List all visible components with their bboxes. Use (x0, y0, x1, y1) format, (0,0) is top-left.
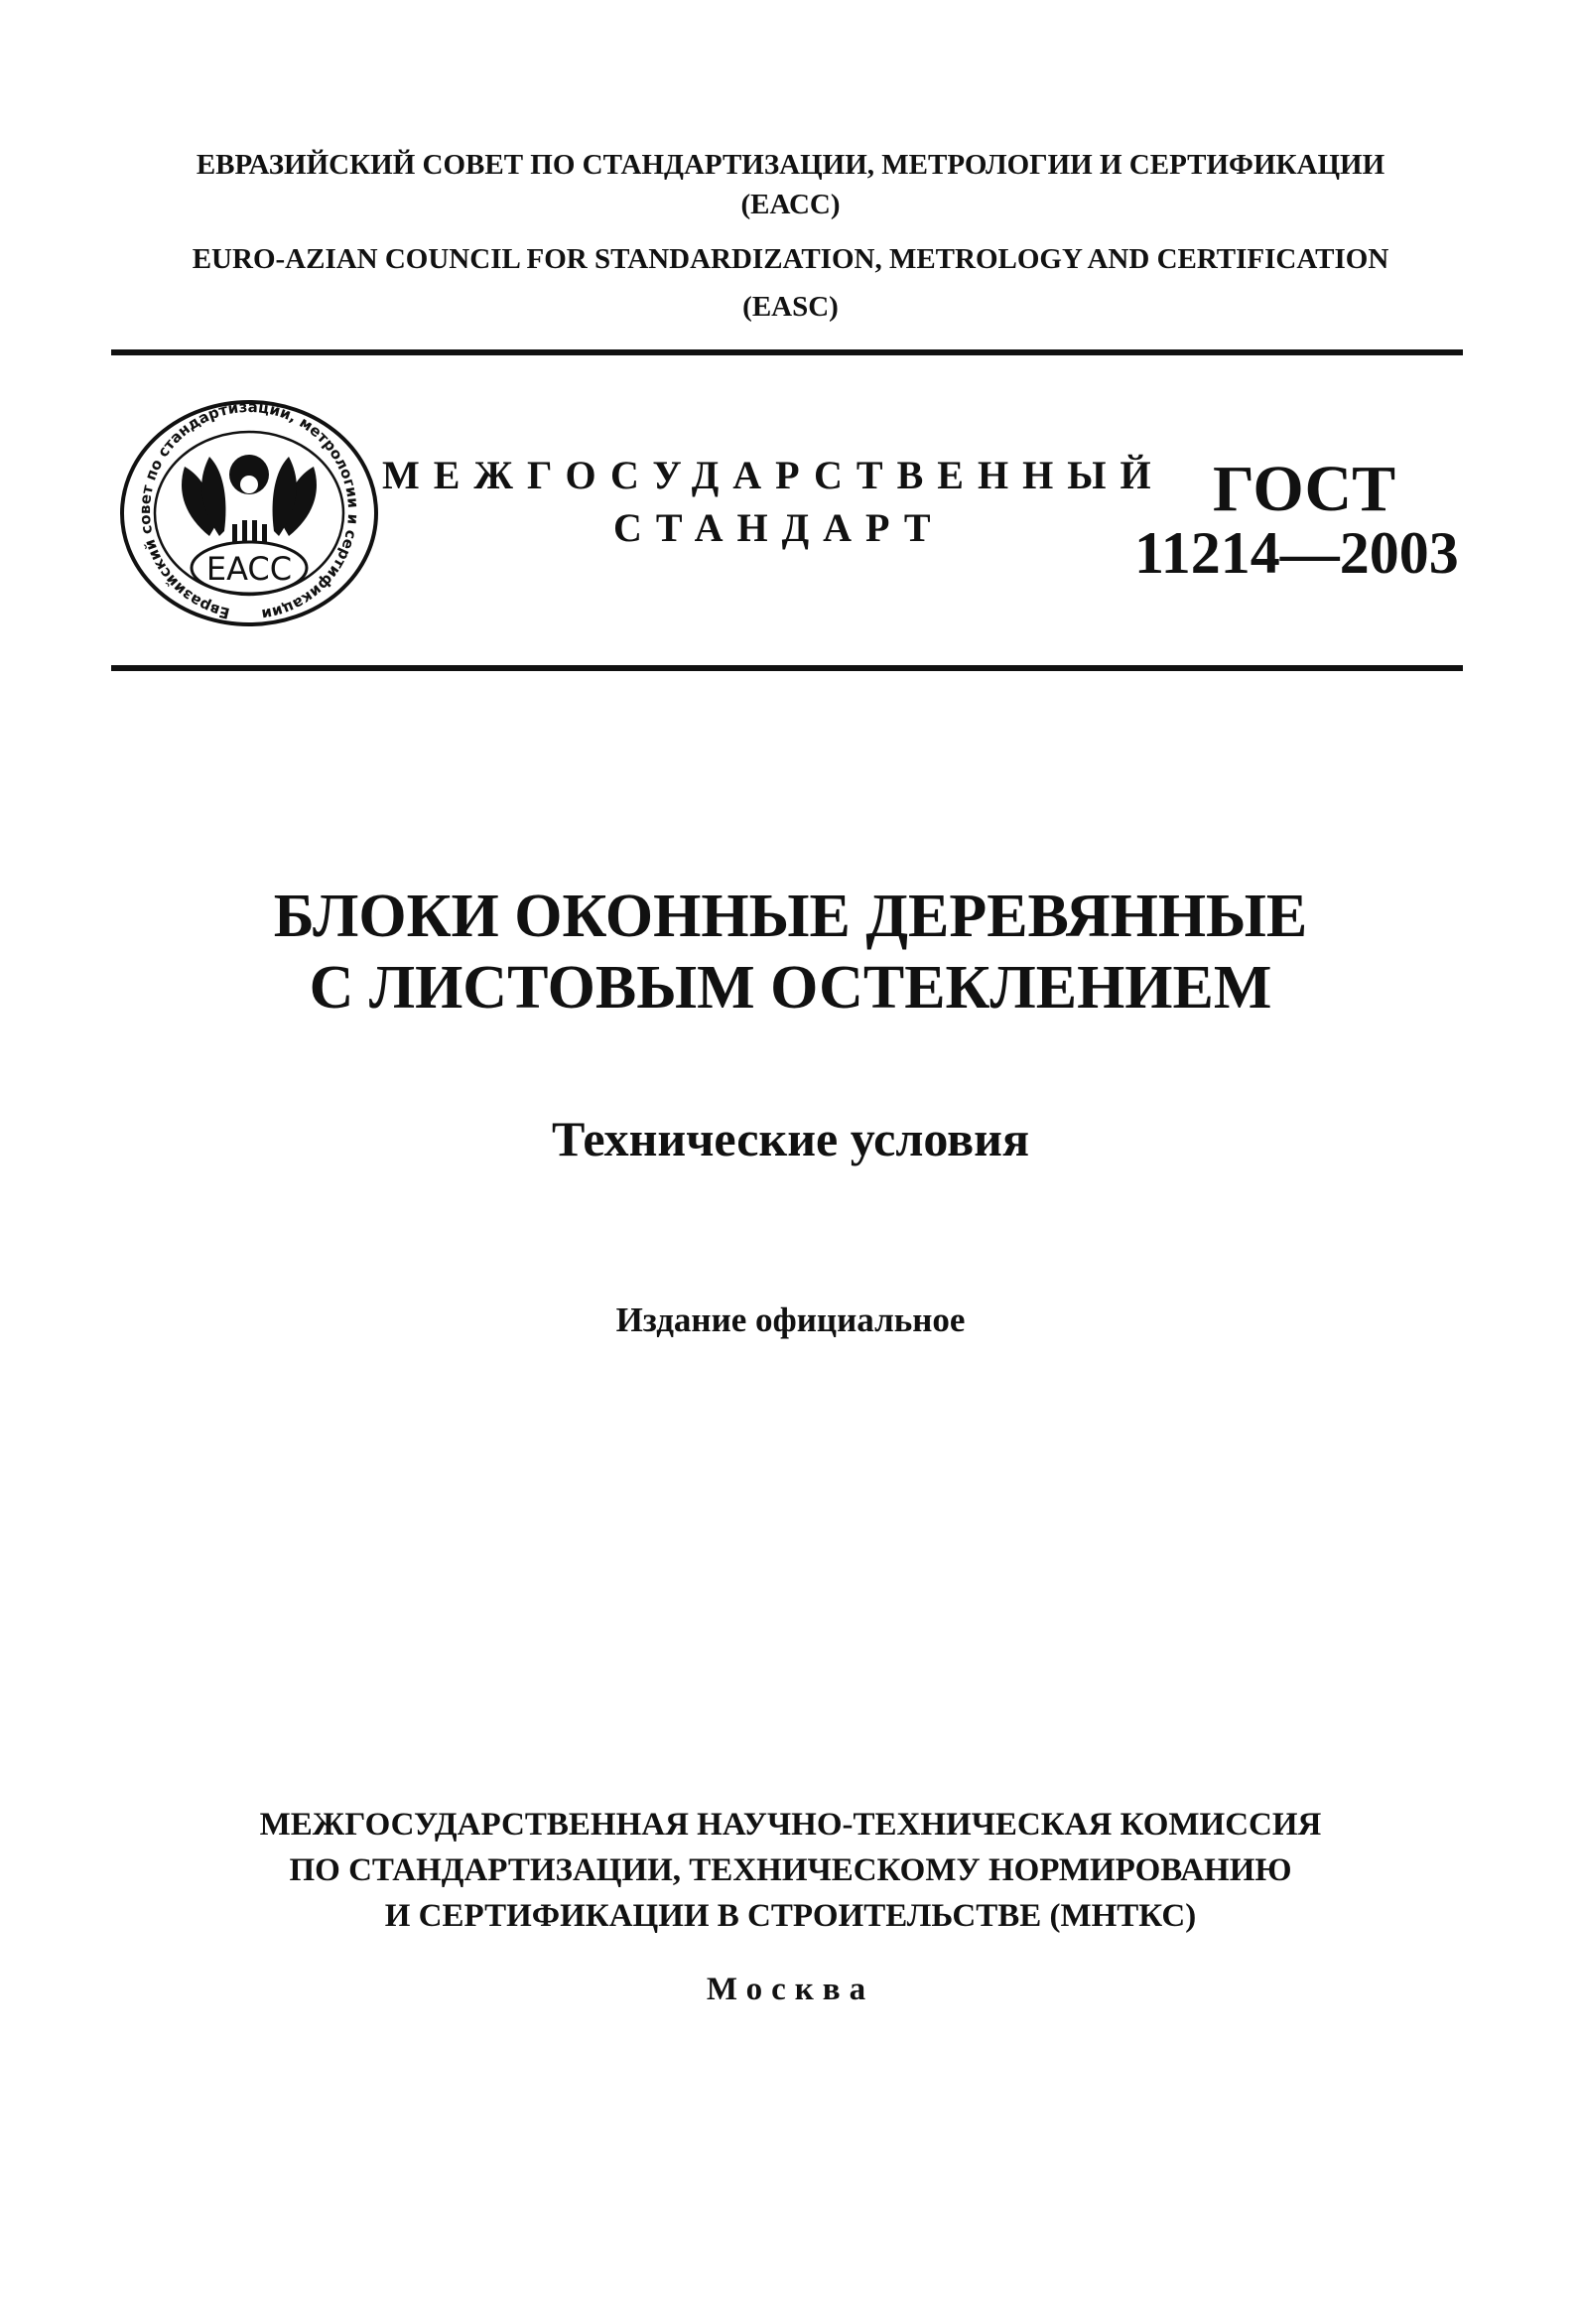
document-title-line1: БЛОКИ ОКОННЫЕ ДЕРЕВЯННЫЕ (273, 883, 1308, 950)
commission-line3: И СЕРТИФИКАЦИИ В СТРОИТЕЛЬСТВЕ (МНТКС) (384, 1898, 1197, 1934)
council-abbr-ru: (ЕАСС) (740, 189, 841, 220)
standard-type: МЕЖГОСУДАРСТВЕННЫЙ (382, 453, 1165, 497)
top-rule (111, 349, 1463, 355)
commission-line1: МЕЖГОСУДАРСТВЕННАЯ НАУЧНО-ТЕХНИЧЕСКАЯ КОМИССИЯ (259, 1807, 1322, 1843)
easc-seal-icon (115, 397, 383, 630)
svg-text:Евразийский совет по стандарти: Евразийский совет по стандартизации, метрологии и сертификации (135, 397, 363, 624)
council-name-en: EURO-AZIAN COUNCIL FOR STANDARDIZATION, METROLOGY AND CERTIFICATION (192, 243, 1389, 275)
publication-city: Москва (706, 1972, 875, 2007)
document-subtitle: Технические условия (551, 1111, 1030, 1166)
svg-text:EACC: EACC (205, 550, 293, 588)
commission-line2: ПО СТАНДАРТИЗАЦИИ, ТЕХНИЧЕСКОМУ НОРМИРОВАНИЮ (289, 1852, 1292, 1888)
council-abbr-en: (EASC) (742, 291, 839, 323)
gost-label: ГОСТ (1213, 453, 1396, 525)
standard-type-line2: СТАНДАРТ (613, 505, 945, 550)
gost-number: 11214—2003 (1134, 520, 1459, 586)
bottom-rule (111, 665, 1463, 671)
council-name-ru: ЕВРАЗИЙСКИЙ СОВЕТ ПО СТАНДАРТИЗАЦИИ, МЕТРОЛОГИИ И СЕРТИФИКАЦИИ (196, 149, 1385, 181)
edition-note: Издание официальное (615, 1300, 966, 1339)
document-title-line2: С ЛИСТОВЫМ ОСТЕКЛЕНИЕМ (309, 954, 1272, 1022)
